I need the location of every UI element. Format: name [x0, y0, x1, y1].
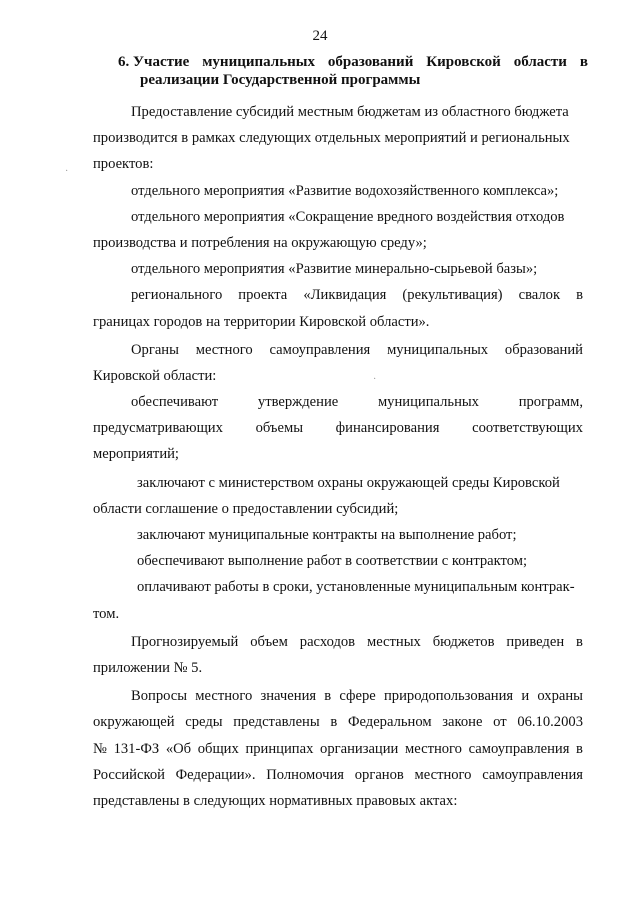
section-heading: [118, 53, 588, 89]
paragraph-line: [93, 337, 583, 363]
word: охраны: [537, 688, 583, 705]
paragraph-line: производится в рамках следующих отдельных мероприятий и региональных: [93, 130, 570, 147]
paragraph-line: приложении № 5.: [93, 659, 203, 676]
list-item: отдельного мероприятия «Сокращение вредного воздействия отходов: [131, 208, 565, 225]
paragraph-line: [93, 683, 583, 709]
word: органов: [354, 766, 404, 783]
word: самоуправления: [269, 341, 371, 358]
word: №: [93, 740, 107, 757]
paragraph-line: [93, 709, 583, 735]
word: в: [330, 714, 338, 731]
list-item-continuation: границах городов на территории Кировской области».: [93, 313, 430, 330]
word: представлены: [233, 714, 320, 731]
word: утверждение: [257, 394, 339, 411]
word: в: [576, 740, 583, 757]
word: окружающей: [93, 714, 175, 731]
word: самоуправления: [468, 740, 570, 757]
list-item-continuation: том.: [93, 605, 120, 622]
word: расходов: [299, 633, 356, 650]
word: «Об: [165, 740, 192, 757]
word: местного: [405, 740, 462, 757]
word: Прогнозируемый: [131, 633, 239, 650]
word: местного: [414, 766, 472, 783]
word: объем: [250, 633, 288, 650]
word: 6. Участие: [118, 54, 190, 70]
word: местных: [366, 633, 421, 650]
word: образований: [504, 341, 583, 358]
word: Федерации».: [175, 766, 256, 783]
list-item: отдельного мероприятия «Развитие минерально-сырьевой базы»;: [131, 261, 538, 278]
word: программ,: [518, 394, 583, 411]
word: приведен: [506, 633, 565, 650]
document-body: [93, 99, 583, 814]
word: муниципальных: [377, 394, 479, 411]
word: сфере: [339, 688, 376, 705]
word: (рекультивация): [402, 287, 503, 304]
word: регионального: [131, 287, 223, 304]
heading-line-2: реализации Государственной программы: [140, 72, 421, 88]
word: и: [521, 688, 530, 705]
word: свалок: [518, 287, 561, 304]
word: общих: [197, 740, 239, 757]
word: организации: [320, 740, 399, 757]
word: соответствующих: [472, 420, 583, 437]
word: от: [493, 714, 507, 731]
paragraph-line: [93, 762, 583, 788]
word: самоуправления: [482, 766, 583, 783]
paragraph-line: [93, 629, 583, 655]
paragraph-line: проектов:: [93, 156, 154, 173]
list-item: [93, 282, 583, 308]
paragraph-line: Кировской области:: [93, 367, 217, 384]
word: муниципальных: [387, 341, 489, 358]
word: Федеральном: [347, 714, 432, 731]
word: в: [324, 688, 332, 705]
list-item: [93, 389, 583, 415]
word: среды: [185, 714, 223, 731]
word: 06.10.2003: [517, 714, 583, 731]
word: «Ликвидация: [303, 287, 387, 304]
heading-line-1: [118, 53, 588, 71]
list-item-continuation: [93, 415, 583, 441]
list-item: обеспечивают выполнение работ в соответствии с контрактом;: [137, 553, 528, 570]
word: в: [576, 633, 583, 650]
word: местного: [195, 688, 253, 705]
word: законе: [442, 714, 483, 731]
scan-mark: ·: [373, 374, 377, 385]
scan-mark: ·: [65, 166, 69, 177]
word: финансирования: [335, 420, 440, 437]
word: проекта: [238, 287, 288, 304]
list-item: отдельного мероприятия «Развитие водохозяйственного комплекса»;: [131, 182, 559, 199]
word: Кировской: [426, 54, 501, 70]
word: образований: [327, 54, 414, 70]
paragraph-line: [93, 736, 583, 762]
word: 131-ФЗ: [113, 740, 160, 757]
word: принципах: [245, 740, 314, 757]
word: бюджетов: [432, 633, 495, 650]
list-item: оплачивают работы в сроки, установленные муниципальным контрак-: [137, 579, 575, 596]
word: в: [579, 54, 588, 70]
list-item-continuation: области соглашение о предоставлении субсидий;: [93, 500, 399, 517]
page-number: 24: [312, 28, 328, 44]
word: в: [576, 287, 583, 304]
word: муниципальных: [202, 54, 315, 70]
word: Полномочия: [266, 766, 345, 783]
word: природопользования: [383, 688, 514, 705]
word: объемы: [255, 420, 304, 437]
list-item-continuation: мероприятий;: [93, 446, 179, 463]
word: Российской: [93, 766, 165, 783]
word: Вопросы: [131, 688, 188, 705]
word: области: [513, 54, 567, 70]
word: местного: [195, 341, 253, 358]
list-item: заключают с министерством охраны окружающей среды Кировской: [137, 474, 560, 491]
list-item: заключают муниципальные контракты на выполнение работ;: [137, 527, 517, 543]
paragraph-line: представлены в следующих нормативных правовых актах:: [93, 792, 458, 809]
word: предусматривающих: [93, 420, 223, 437]
word: значения: [260, 688, 317, 705]
word: Органы: [131, 341, 179, 358]
paragraph-line: Предоставление субсидий местным бюджетам из областного бюджета: [131, 104, 569, 120]
list-item-continuation: производства и потребления на окружающую среду»;: [93, 234, 427, 251]
word: обеспечивают: [131, 394, 219, 411]
